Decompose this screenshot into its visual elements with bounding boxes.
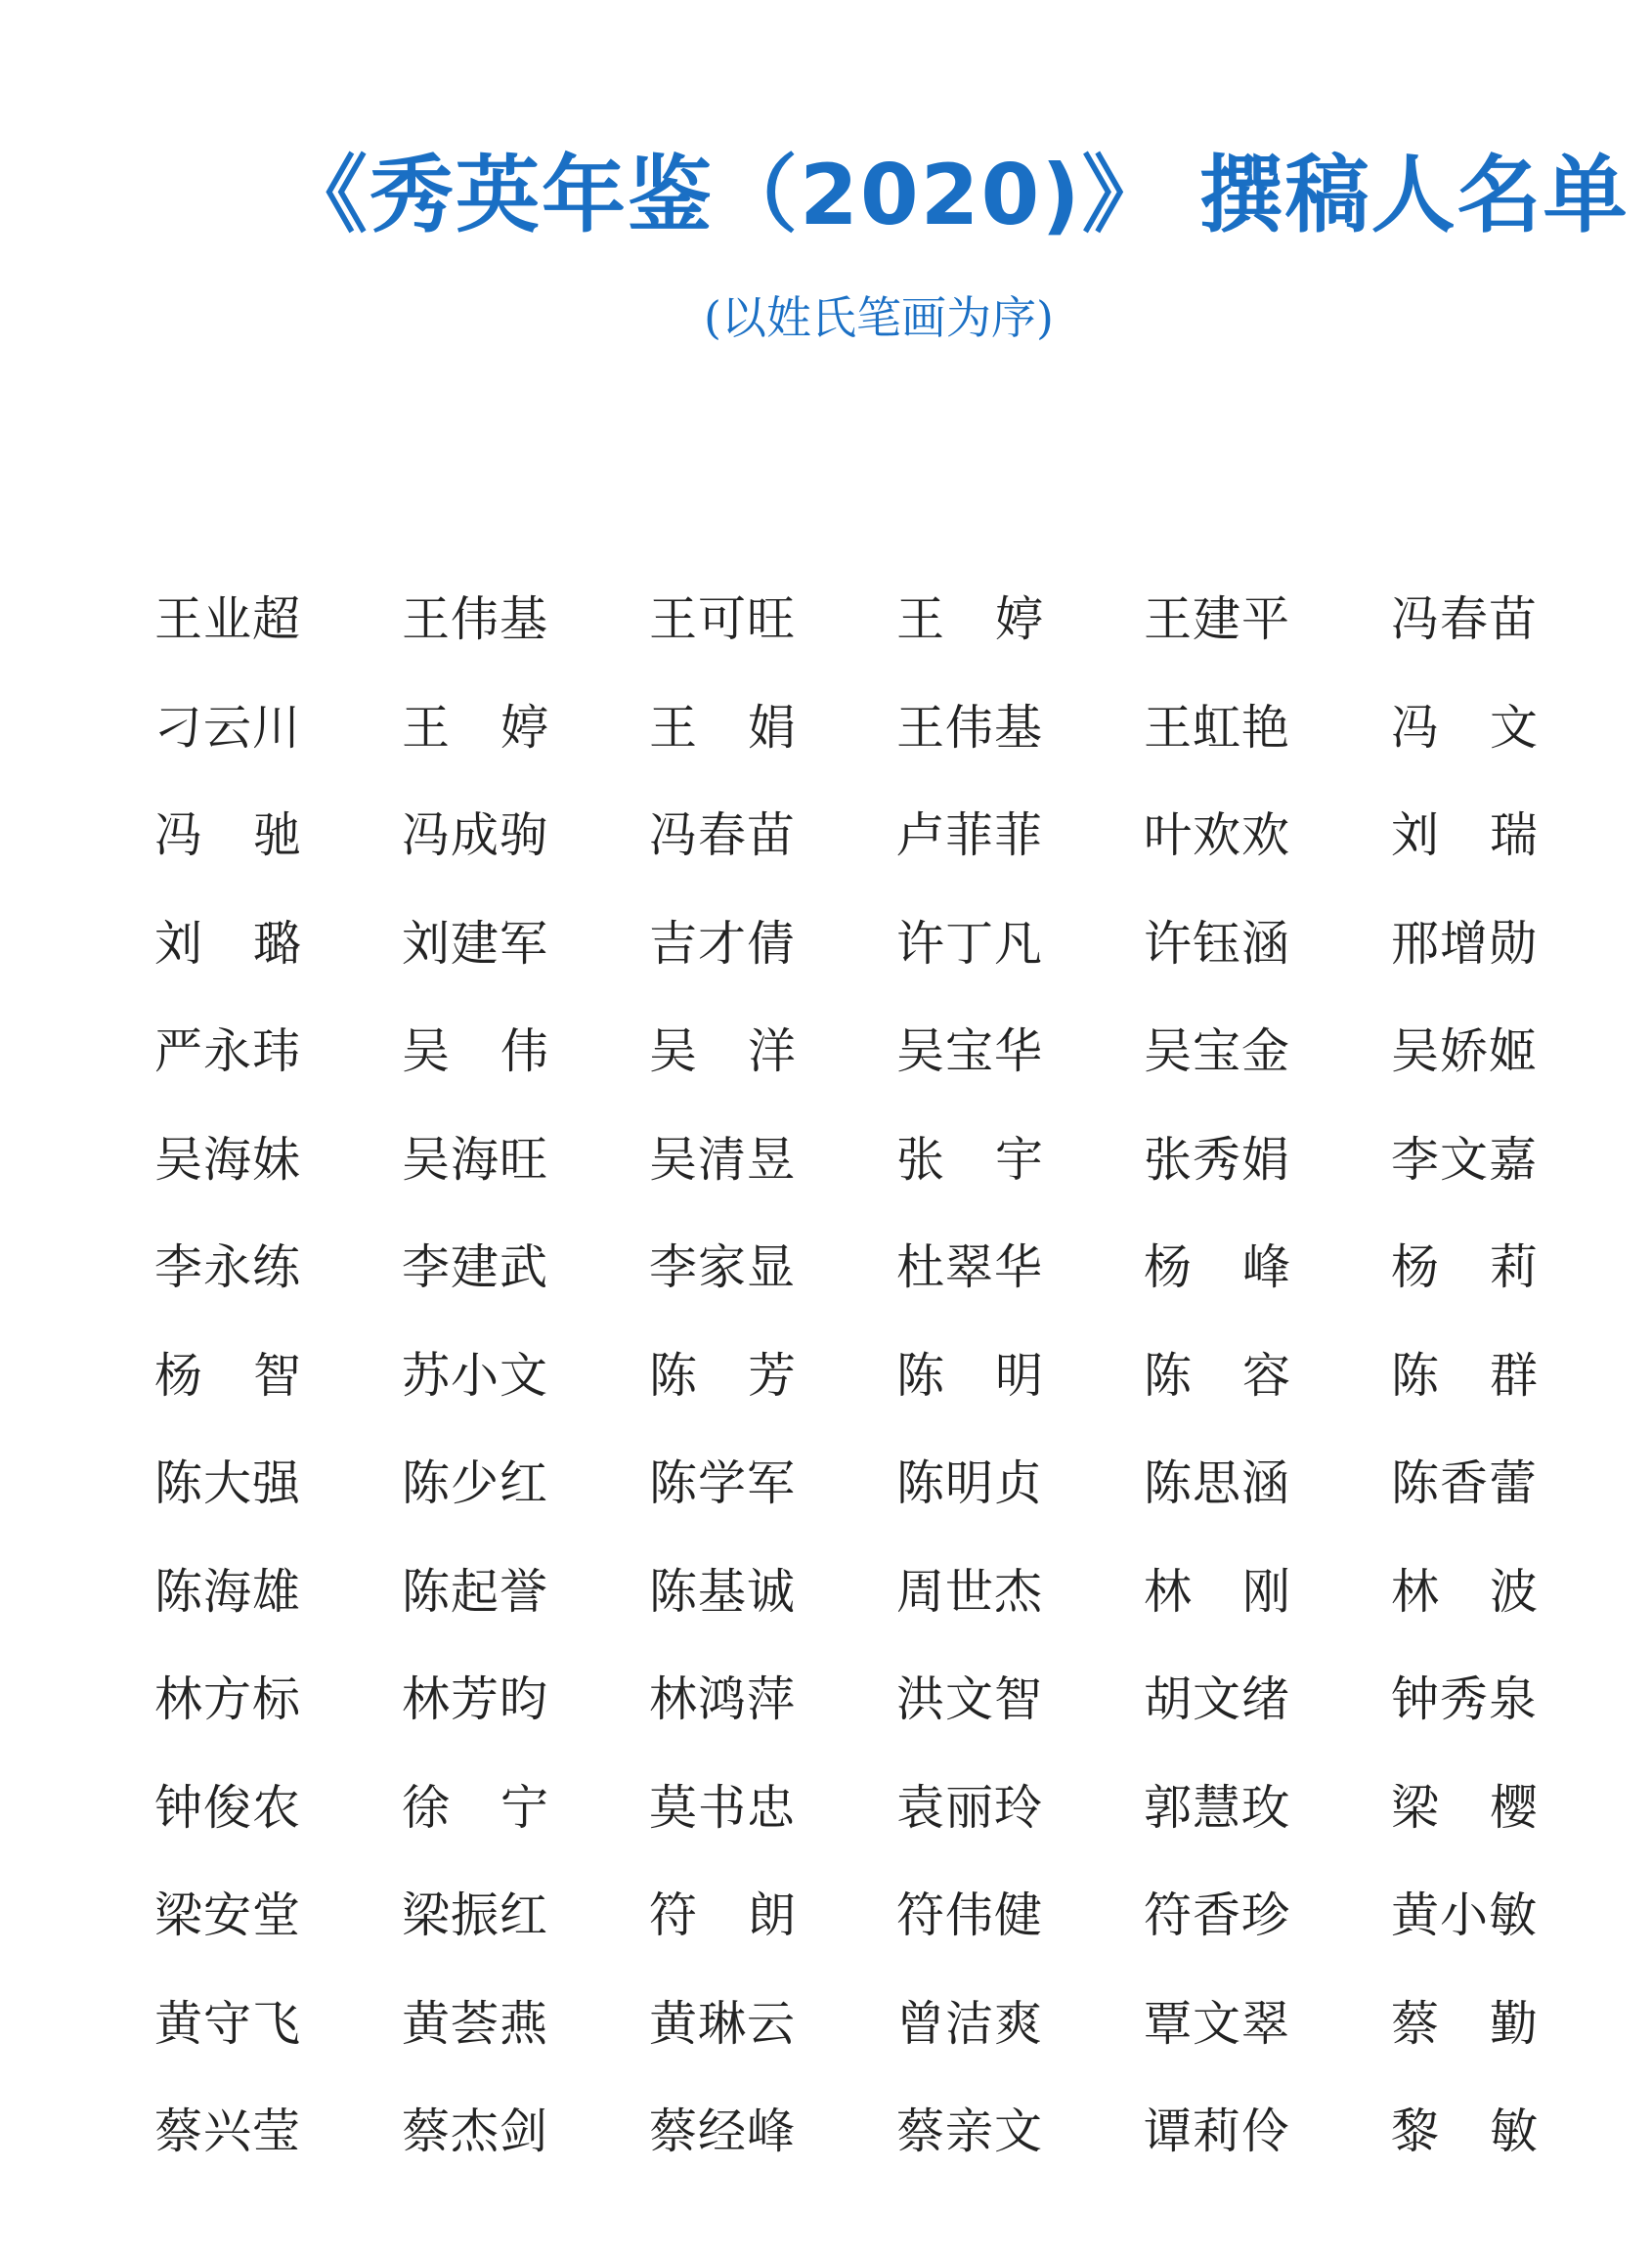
contributor-name: 陈香蕾	[1391, 1455, 1539, 1511]
contributor-name: 王伟基	[896, 699, 1044, 756]
contributor-name: 王建平	[1144, 591, 1291, 647]
contributor-name: 刘 璐	[154, 915, 301, 972]
contributor-name: 黄小敏	[1391, 1887, 1539, 1943]
contributor-name: 王虹艳	[1144, 699, 1291, 756]
contributor-name: 陈少红	[402, 1455, 549, 1511]
contributor-name: 符伟健	[896, 1887, 1044, 1943]
contributor-name: 曾洁爽	[896, 1995, 1044, 2052]
contributor-name: 吴海妹	[154, 1131, 302, 1188]
contributor-name: 徐 宁	[402, 1779, 548, 1836]
contributor-name: 叶欢欢	[1144, 807, 1291, 863]
contributor-name: 杜翠华	[896, 1239, 1044, 1295]
contributor-name: 张 宇	[896, 1131, 1043, 1188]
contributor-name: 冯春苗	[1391, 591, 1539, 647]
contributor-name: 林 刚	[1144, 1563, 1290, 1620]
contributor-name: 吴海旺	[402, 1131, 549, 1188]
contributor-name: 冯春苗	[649, 807, 797, 863]
contributor-name: 周世杰	[896, 1563, 1044, 1620]
contributor-name: 王伟基	[402, 591, 549, 647]
contributor-name: 梁振红	[402, 1887, 549, 1943]
contributor-name: 李建武	[402, 1239, 549, 1295]
contributor-name: 陈明贞	[896, 1455, 1044, 1511]
contributor-name: 莫书忠	[649, 1779, 797, 1836]
contributor-name: 苏小文	[402, 1347, 549, 1404]
contributor-name: 李永练	[154, 1239, 302, 1295]
contributor-name: 陈海雄	[154, 1563, 302, 1620]
contributor-name: 林方标	[154, 1671, 302, 1727]
contributor-name: 钟秀泉	[1391, 1671, 1539, 1727]
contributor-name: 邢增勋	[1391, 915, 1539, 972]
contributor-name: 蔡兴莹	[154, 2104, 302, 2159]
contributor-name: 李文嘉	[1391, 1131, 1539, 1188]
contributor-name: 符 朗	[649, 1887, 796, 1943]
contributor-name: 卢菲菲	[896, 807, 1044, 863]
contributor-name: 吉才倩	[649, 915, 797, 972]
contributor-name: 胡文绪	[1144, 1671, 1291, 1727]
contributor-name: 黄琳云	[649, 1995, 797, 2052]
contributor-name: 袁丽玲	[896, 1779, 1044, 1836]
contributor-name: 刘建军	[402, 915, 549, 972]
contributor-name: 蔡杰剑	[402, 2104, 549, 2159]
contributor-name: 王 娟	[649, 699, 796, 756]
contributor-name: 杨 峰	[1144, 1239, 1290, 1295]
contributor-name: 陈 容	[1144, 1347, 1290, 1404]
contributor-name: 冯 文	[1391, 699, 1538, 756]
contributor-name: 陈 明	[896, 1347, 1043, 1404]
contributor-name: 覃文翠	[1144, 1995, 1291, 2052]
contributor-name: 蔡经峰	[649, 2104, 797, 2159]
contributor-name: 吴宝金	[1144, 1023, 1291, 1079]
contributor-name: 钟俊农	[154, 1779, 302, 1836]
contributor-name: 林芳昀	[402, 1671, 549, 1727]
contributor-name: 刘 瑞	[1391, 807, 1538, 863]
contributor-name: 陈基诚	[649, 1563, 797, 1620]
contributor-name: 梁 樱	[1391, 1779, 1538, 1836]
contributor-name: 张秀娟	[1144, 1131, 1291, 1188]
contributor-name: 冯成驹	[402, 807, 549, 863]
contributor-name: 洪文智	[896, 1671, 1044, 1727]
contributor-name: 许丁凡	[896, 915, 1044, 972]
contributor-name: 黄守飞	[154, 1995, 302, 2052]
contributor-name: 符香珍	[1144, 1887, 1291, 1943]
page-title: 《秀英年鉴（2020)》 撰稿人名单	[283, 147, 1630, 244]
contributor-name: 吴宝华	[896, 1023, 1044, 1079]
contributor-name: 王业超	[154, 591, 302, 647]
contributor-name: 陈 芳	[649, 1347, 796, 1404]
contributor-name: 黎 敏	[1391, 2104, 1538, 2159]
contributor-name: 严永玮	[154, 1023, 302, 1079]
contributor-name: 郭慧玫	[1144, 1779, 1291, 1836]
contributor-name-grid	[154, 562, 1543, 2183]
contributor-name: 陈学军	[649, 1455, 797, 1511]
contributor-name: 冯 驰	[154, 807, 301, 863]
contributor-name: 杨 智	[154, 1347, 301, 1404]
contributor-name: 吴 洋	[649, 1023, 796, 1079]
contributor-name: 许钰涵	[1144, 915, 1291, 972]
contributor-name: 吴娇姬	[1391, 1023, 1539, 1079]
contributor-name: 陈思涵	[1144, 1455, 1291, 1511]
contributor-name: 刁云川	[154, 699, 302, 756]
contributor-name: 吴清昱	[649, 1131, 797, 1188]
contributor-name: 谭莉伶	[1144, 2104, 1291, 2159]
contributor-name: 黄荟燕	[402, 1995, 549, 2052]
contributor-name: 王可旺	[649, 591, 797, 647]
contributor-name: 李家显	[649, 1239, 797, 1295]
contributor-name: 陈 群	[1391, 1347, 1538, 1404]
contributor-name: 王 婷	[896, 591, 1043, 647]
contributor-name: 王 婷	[402, 699, 548, 756]
contributor-name: 蔡 勤	[1391, 1995, 1538, 2052]
contributor-name: 林鸿萍	[649, 1671, 797, 1727]
page-subtitle: (以姓氏笔画为序)	[704, 291, 1054, 344]
contributor-name: 吴 伟	[402, 1023, 548, 1079]
contributor-name: 陈起誉	[402, 1563, 549, 1620]
contributor-name: 陈大强	[154, 1455, 302, 1511]
contributor-name: 林 波	[1391, 1563, 1538, 1620]
contributor-name: 梁安堂	[154, 1887, 302, 1943]
contributor-name: 蔡亲文	[896, 2104, 1044, 2159]
contributor-name: 杨 莉	[1391, 1239, 1538, 1295]
